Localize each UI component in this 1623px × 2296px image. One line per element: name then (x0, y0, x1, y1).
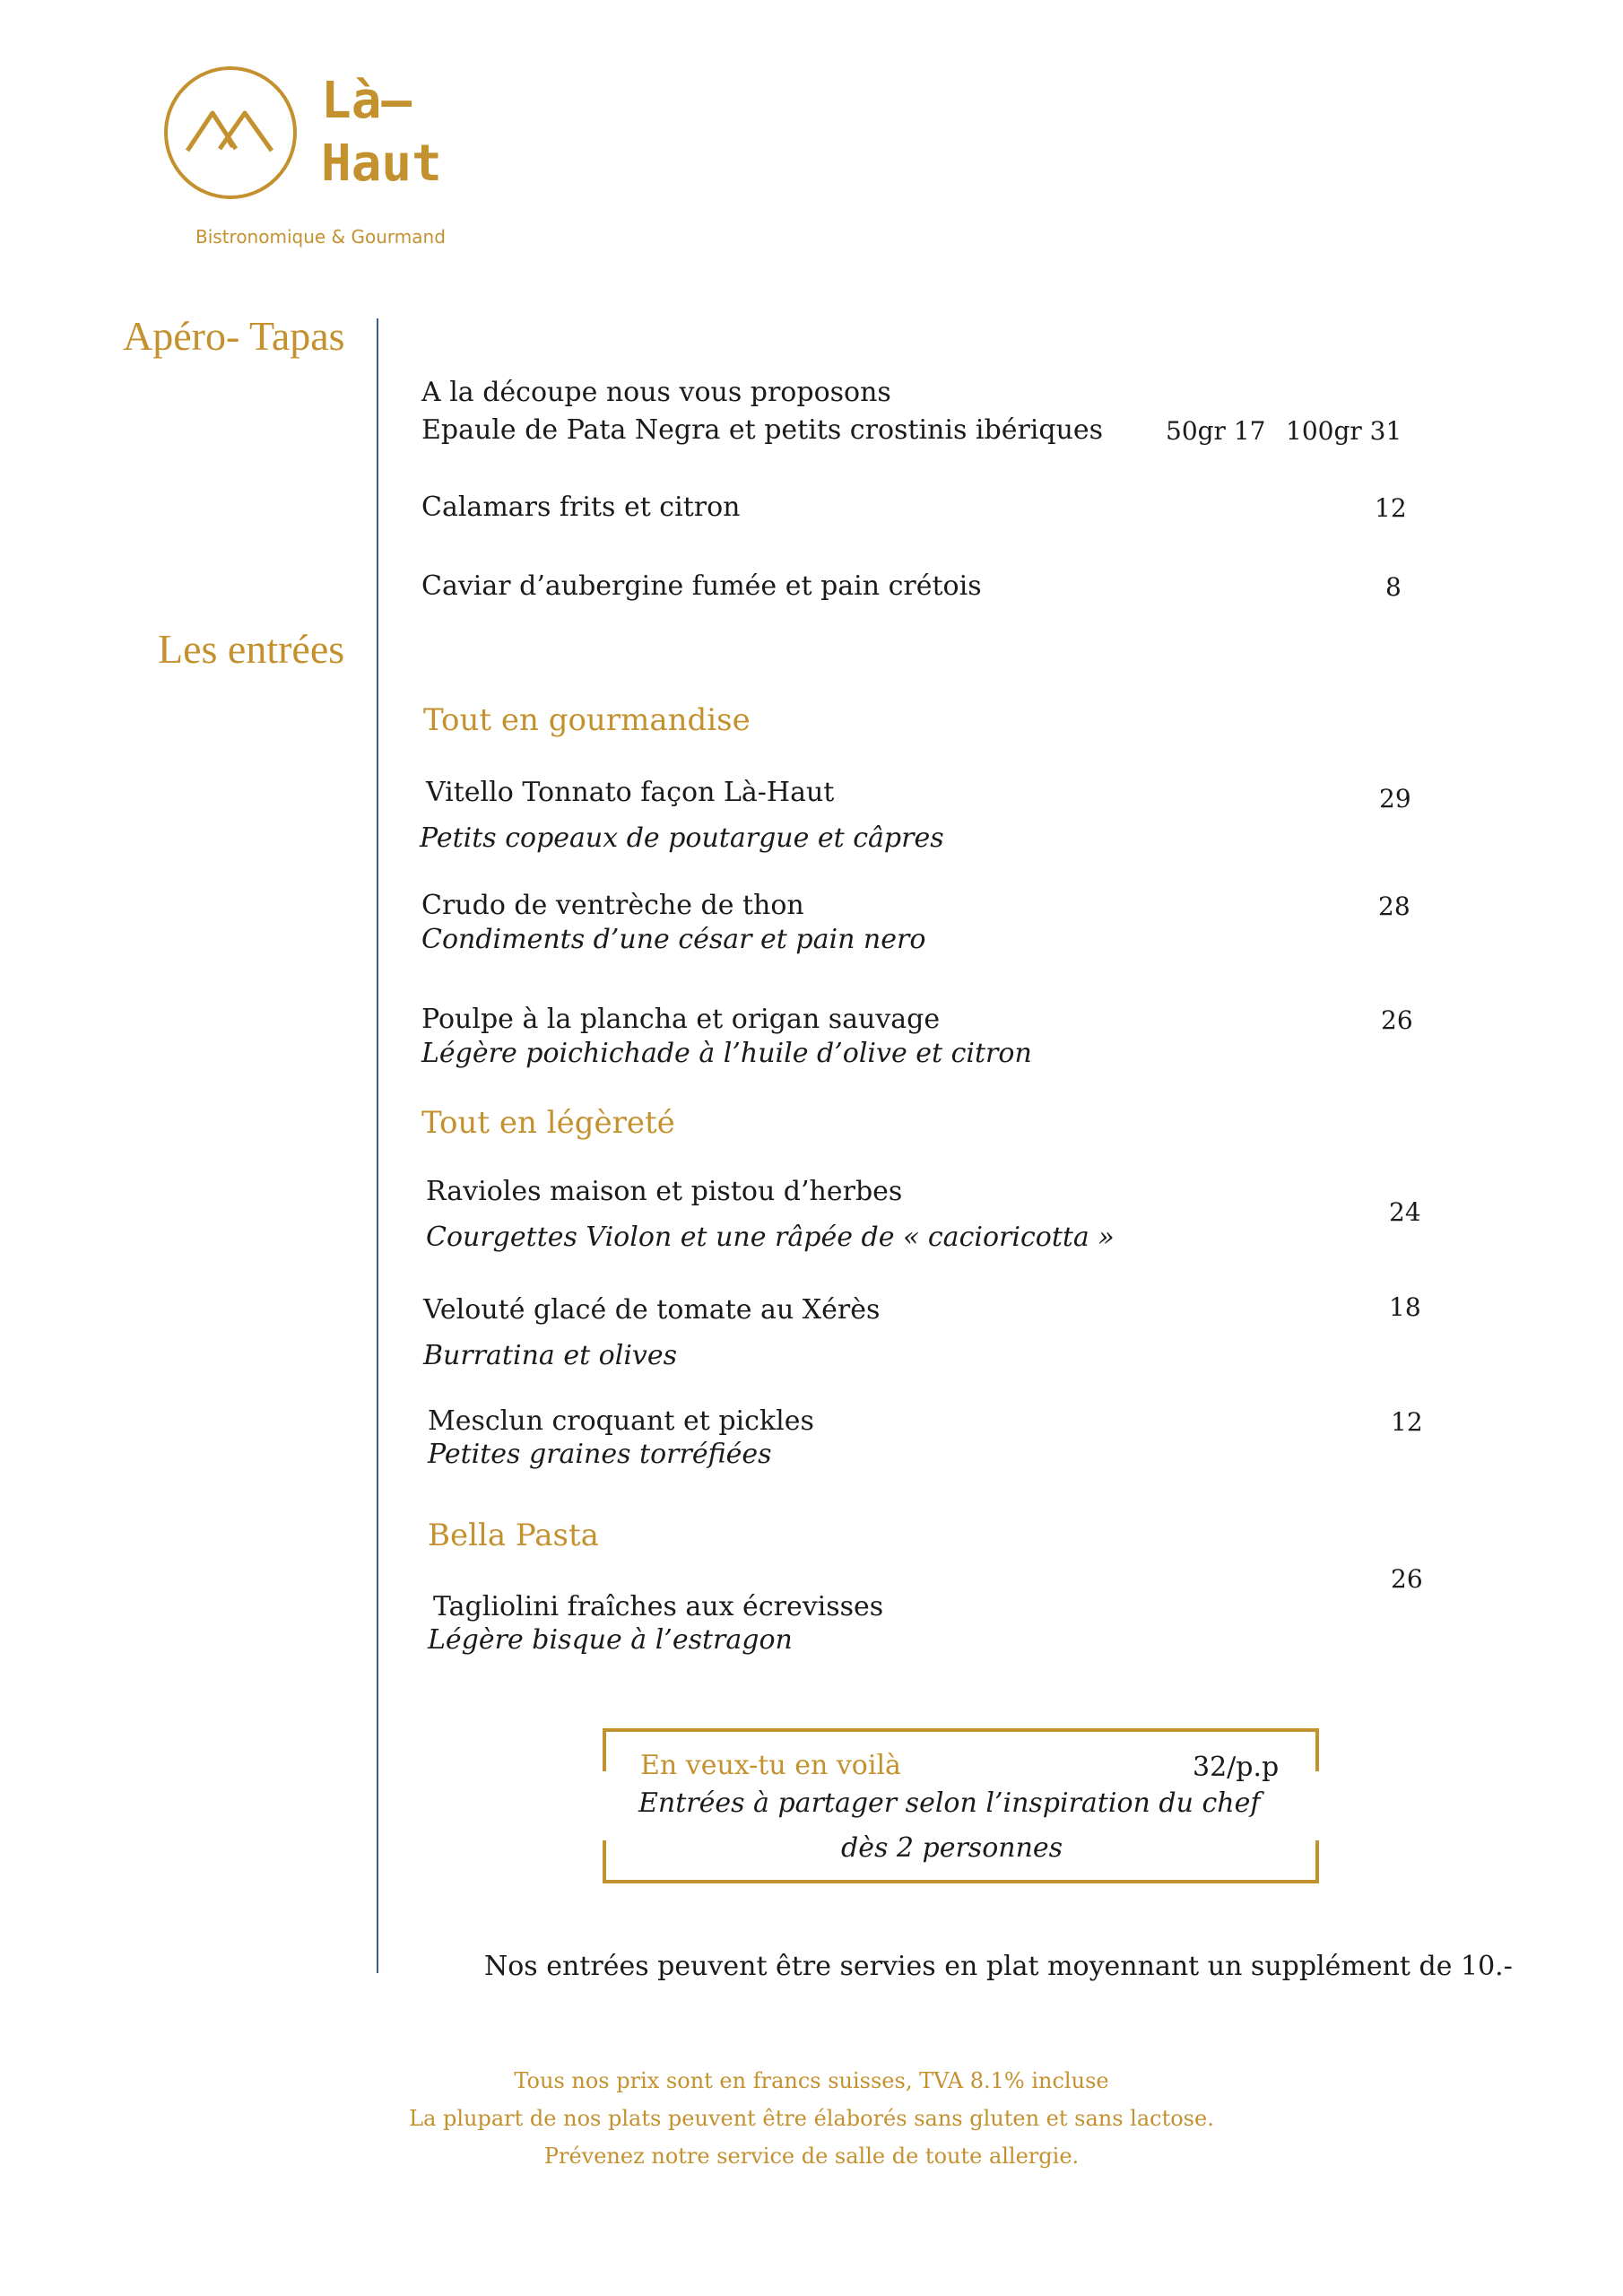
box-corner-top-right (1315, 1732, 1319, 1771)
footer-prices-note: Tous nos prix sont en francs suisses, TVA 8.1% incluse (514, 2068, 1109, 2093)
apero-intro: A la découpe nous vous proposons (421, 377, 891, 408)
menu-item-desc-mesclun: Petites graines torréfiées (428, 1439, 772, 1470)
price-veloute: 18 (1389, 1292, 1421, 1322)
section-title-entrees: Les entrées (158, 626, 345, 672)
box-corner-bottom-right (1315, 1840, 1319, 1880)
subsection-title-legerete: Tout en légèreté (421, 1105, 675, 1141)
menu-item-desc-veloute: Burratina et olives (423, 1340, 678, 1371)
sharing-min-persons: dès 2 personnes (841, 1832, 1063, 1864)
menu-item-calamars: Calamars frits et citron (421, 491, 741, 523)
box-corner-bottom-left (603, 1840, 606, 1880)
footer-gluten-note: La plupart de nos plats peuvent être élaborés sans gluten et sans lactose. (409, 2106, 1214, 2131)
sharing-desc: Entrées à partager selon l’inspiration du chef (638, 1787, 1261, 1819)
menu-item-desc-poulpe: Légère poichichade à l’huile d’olive et citron (421, 1038, 1032, 1069)
menu-item-caviar-aubergine: Caviar d’aubergine fumée et pain crétois (421, 570, 982, 602)
footer-allergy-note: Prévenez notre service de salle de toute allergie. (543, 2144, 1080, 2169)
price-mesclun: 12 (1391, 1407, 1423, 1437)
sharing-title: En veux-tu en voilà (640, 1750, 901, 1781)
price-tagliolini: 26 (1391, 1564, 1423, 1594)
menu-item-mesclun: Mesclun croquant et pickles (428, 1405, 814, 1437)
price-poulpe: 26 (1381, 1005, 1413, 1035)
sharing-price: 32/p.p (1193, 1752, 1280, 1783)
menu-item-veloute: Velouté glacé de tomate au Xérès (423, 1294, 881, 1326)
vertical-divider (377, 318, 378, 1973)
price-crudo: 28 (1378, 891, 1410, 921)
logo-mountain-icon (164, 66, 297, 199)
price-pata-100gr: 100gr 31 (1286, 416, 1402, 446)
price-vitello: 29 (1379, 784, 1411, 813)
box-corner-top-left (603, 1732, 606, 1771)
price-ravioles: 24 (1389, 1197, 1421, 1227)
brand-tagline: Bistronomique & Gourmand (195, 226, 446, 248)
menu-item-poulpe: Poulpe à la plancha et origan sauvage (421, 1004, 941, 1035)
menu-item-desc-tagliolini: Légère bisque à l’estragon (428, 1624, 793, 1656)
price-pata-50gr: 50gr 17 (1166, 416, 1266, 446)
menu-item-desc-ravioles: Courgettes Violon et une râpée de « cacioricotta » (426, 1222, 1115, 1253)
menu-item-desc-crudo: Condiments d’une césar et pain nero (421, 924, 926, 955)
menu-item-crudo: Crudo de ventrèche de thon (421, 890, 804, 921)
price-caviar-aubergine: 8 (1385, 572, 1402, 602)
supplement-note: Nos entrées peuvent être servies en plat moyennant un supplément de 10.- (484, 1951, 1513, 1982)
subsection-title-gourmandise: Tout en gourmandise (423, 702, 751, 738)
menu-item-tagliolini: Tagliolini fraîches aux écrevisses (433, 1591, 884, 1622)
section-title-apero: Apéro- Tapas (123, 313, 345, 359)
logo-name-line1: Là— (321, 72, 412, 130)
price-calamars: 12 (1375, 493, 1407, 523)
menu-item-vitello: Vitello Tonnato façon Là-Haut (426, 777, 835, 808)
subsection-title-pasta: Bella Pasta (428, 1518, 599, 1553)
menu-item-pata-negra: Epaule de Pata Negra et petits crostinis ibériques (421, 414, 1104, 446)
logo-name-line2: Haut (321, 135, 442, 193)
menu-item-ravioles: Ravioles maison et pistou d’herbes (426, 1176, 903, 1207)
menu-item-desc-vitello: Petits copeaux de poutargue et câpres (420, 822, 944, 854)
